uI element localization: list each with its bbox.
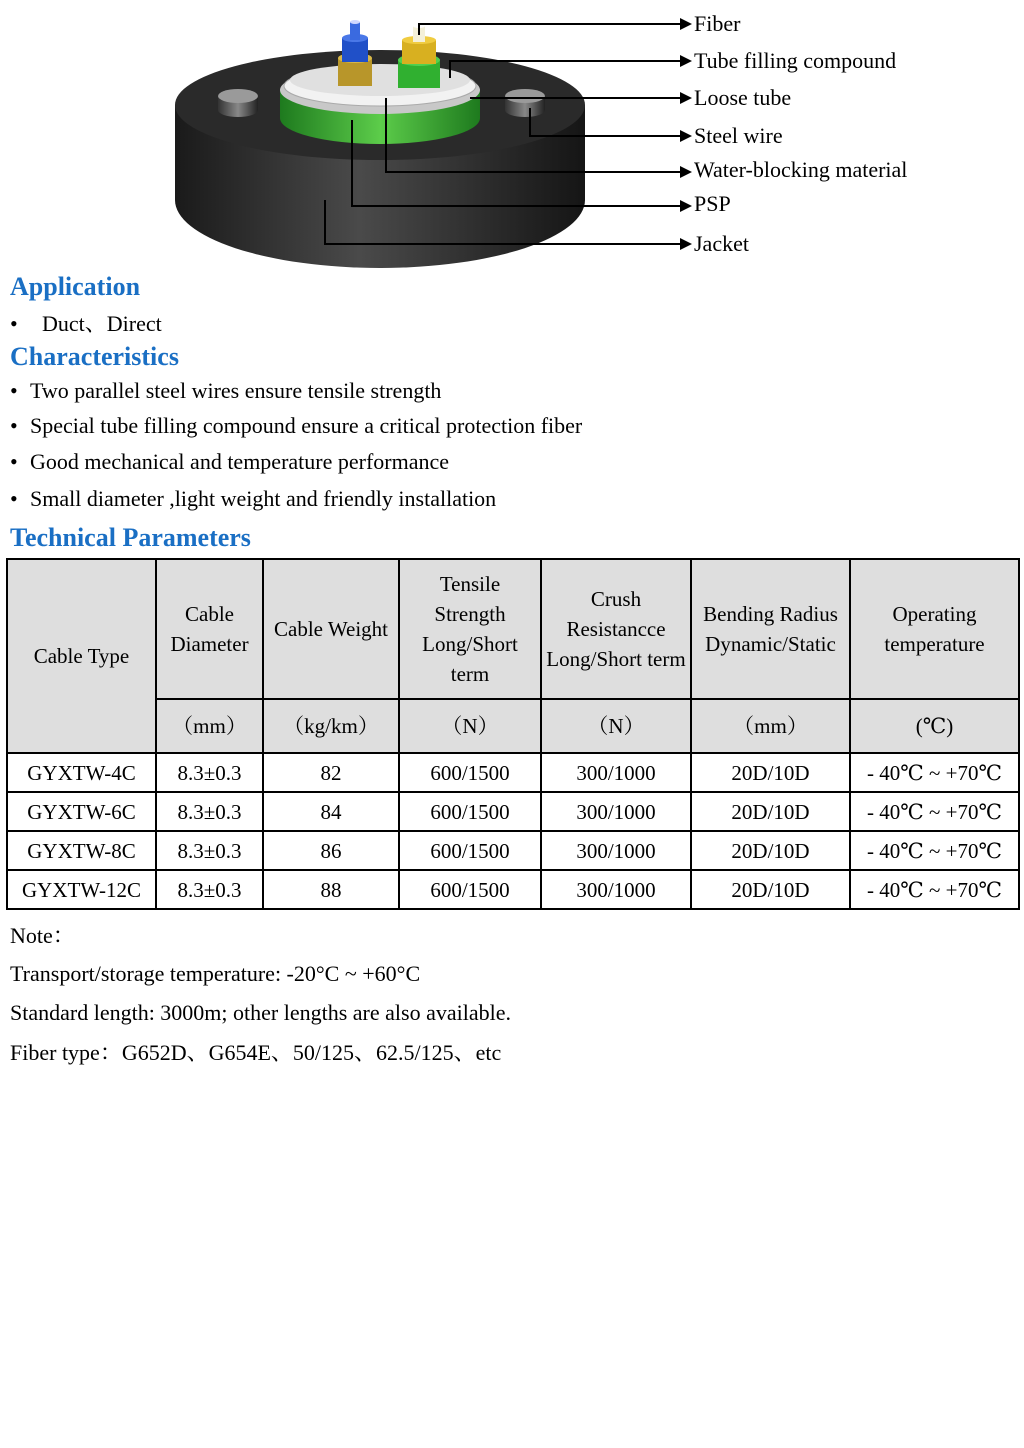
callout-steel-wire: Steel wire <box>694 123 783 148</box>
header-cable-diameter: Cable Diameter <box>156 559 263 699</box>
table-cell: - 40℃ ~ +70℃ <box>850 831 1019 870</box>
characteristics-item-text: Two parallel steel wires ensure tensile strength <box>30 378 442 403</box>
application-item-text: Duct、Direct <box>42 311 162 336</box>
note-line: Transport/storage temperature: -20°C ~ +60°C <box>10 961 421 986</box>
table-cell: 8.3±0.3 <box>156 870 263 909</box>
steel-wire-left <box>218 89 258 117</box>
unit-cell: (℃) <box>850 699 1019 753</box>
callout-tube-filling-compound: Tube filling compound <box>694 48 897 73</box>
header-bending-radius: Bending Radius Dynamic/Static <box>691 559 850 699</box>
technical-parameters-heading: Technical Parameters <box>10 523 251 552</box>
table-cell: 300/1000 <box>541 792 691 831</box>
table-cell: 20D/10D <box>691 753 850 792</box>
callout-water-blocking-material: Water-blocking material <box>694 157 908 182</box>
characteristics-item-text: Good mechanical and temperature performance <box>30 449 450 474</box>
table-cell: 300/1000 <box>541 870 691 909</box>
table-cell: - 40℃ ~ +70℃ <box>850 792 1019 831</box>
table-cell: - 40℃ ~ +70℃ <box>850 753 1019 792</box>
unit-cell: （N） <box>541 699 691 753</box>
bullet-icon: • <box>10 378 18 403</box>
table-cell: 600/1500 <box>399 831 541 870</box>
table-cell: 82 <box>263 753 399 792</box>
table-cell: 20D/10D <box>691 831 850 870</box>
header-cable-type: Cable Type <box>7 559 156 753</box>
note-label: Note： <box>10 923 75 948</box>
table-header-row <box>7 559 1019 699</box>
table-cell: GYXTW-8C <box>7 831 156 870</box>
note-line: Standard length: 3000m; other lengths are also available. <box>10 1000 511 1025</box>
characteristics-item <box>10 485 496 513</box>
water-blocking-layer <box>284 64 476 106</box>
bullet-icon: • <box>10 449 18 474</box>
bullet-icon: • <box>10 486 18 511</box>
characteristics-item <box>10 412 582 440</box>
application-heading: Application <box>10 272 141 301</box>
table-cell: 8.3±0.3 <box>156 831 263 870</box>
table-cell: GYXTW-4C <box>7 753 156 792</box>
unit-cell: （mm） <box>156 699 263 753</box>
callout-fiber: Fiber <box>694 11 741 36</box>
characteristics-item-text: Special tube filling compound ensure a critical protection fiber <box>30 413 583 438</box>
bullet-icon: • <box>10 413 18 438</box>
unit-cell: （kg/km） <box>263 699 399 753</box>
note-line: Fiber type：G652D、G654E、50/125、62.5/125、etc <box>10 1040 502 1065</box>
unit-cell: （mm） <box>691 699 850 753</box>
table-cell: 20D/10D <box>691 792 850 831</box>
technical-parameters-table <box>6 558 1020 910</box>
steel-wire-right <box>505 89 545 117</box>
callout-jacket: Jacket <box>694 231 749 256</box>
loose-tube-left <box>338 20 372 86</box>
table-row <box>7 753 1019 792</box>
table-cell: 20D/10D <box>691 870 850 909</box>
table-cell: 8.3±0.3 <box>156 792 263 831</box>
table-cell: 600/1500 <box>399 753 541 792</box>
table-cell: 8.3±0.3 <box>156 753 263 792</box>
table-cell: 86 <box>263 831 399 870</box>
header-tensile-strength: Tensile Strength Long/Short term <box>399 559 541 699</box>
table-cell: 84 <box>263 792 399 831</box>
table-cell: GYXTW-6C <box>7 792 156 831</box>
bullet-icon: • <box>10 311 18 336</box>
table-cell: GYXTW-12C <box>7 870 156 909</box>
table-cell: 600/1500 <box>399 792 541 831</box>
characteristics-item-text: Small diameter ,light weight and friendly installation <box>30 486 497 511</box>
table-row <box>7 870 1019 909</box>
table-units-row <box>7 699 1019 753</box>
table-cell: 300/1000 <box>541 753 691 792</box>
table-cell: 300/1000 <box>541 831 691 870</box>
application-item <box>10 310 162 338</box>
header-crush-resistance: Crush Resistancce Long/Short term <box>541 559 691 699</box>
callout-psp: PSP <box>694 191 731 216</box>
cable-structure-diagram <box>0 0 1024 275</box>
table-cell: 600/1500 <box>399 870 541 909</box>
characteristics-heading: Characteristics <box>10 342 179 371</box>
callout-loose-tube: Loose tube <box>694 85 792 110</box>
header-cable-weight: Cable Weight <box>263 559 399 699</box>
characteristics-item <box>10 448 449 476</box>
unit-cell: （N） <box>399 699 541 753</box>
table-cell: 88 <box>263 870 399 909</box>
table-row <box>7 792 1019 831</box>
characteristics-item <box>10 377 441 405</box>
table-cell: - 40℃ ~ +70℃ <box>850 870 1019 909</box>
header-operating-temperature: Operating temperature <box>850 559 1019 699</box>
table-row <box>7 831 1019 870</box>
